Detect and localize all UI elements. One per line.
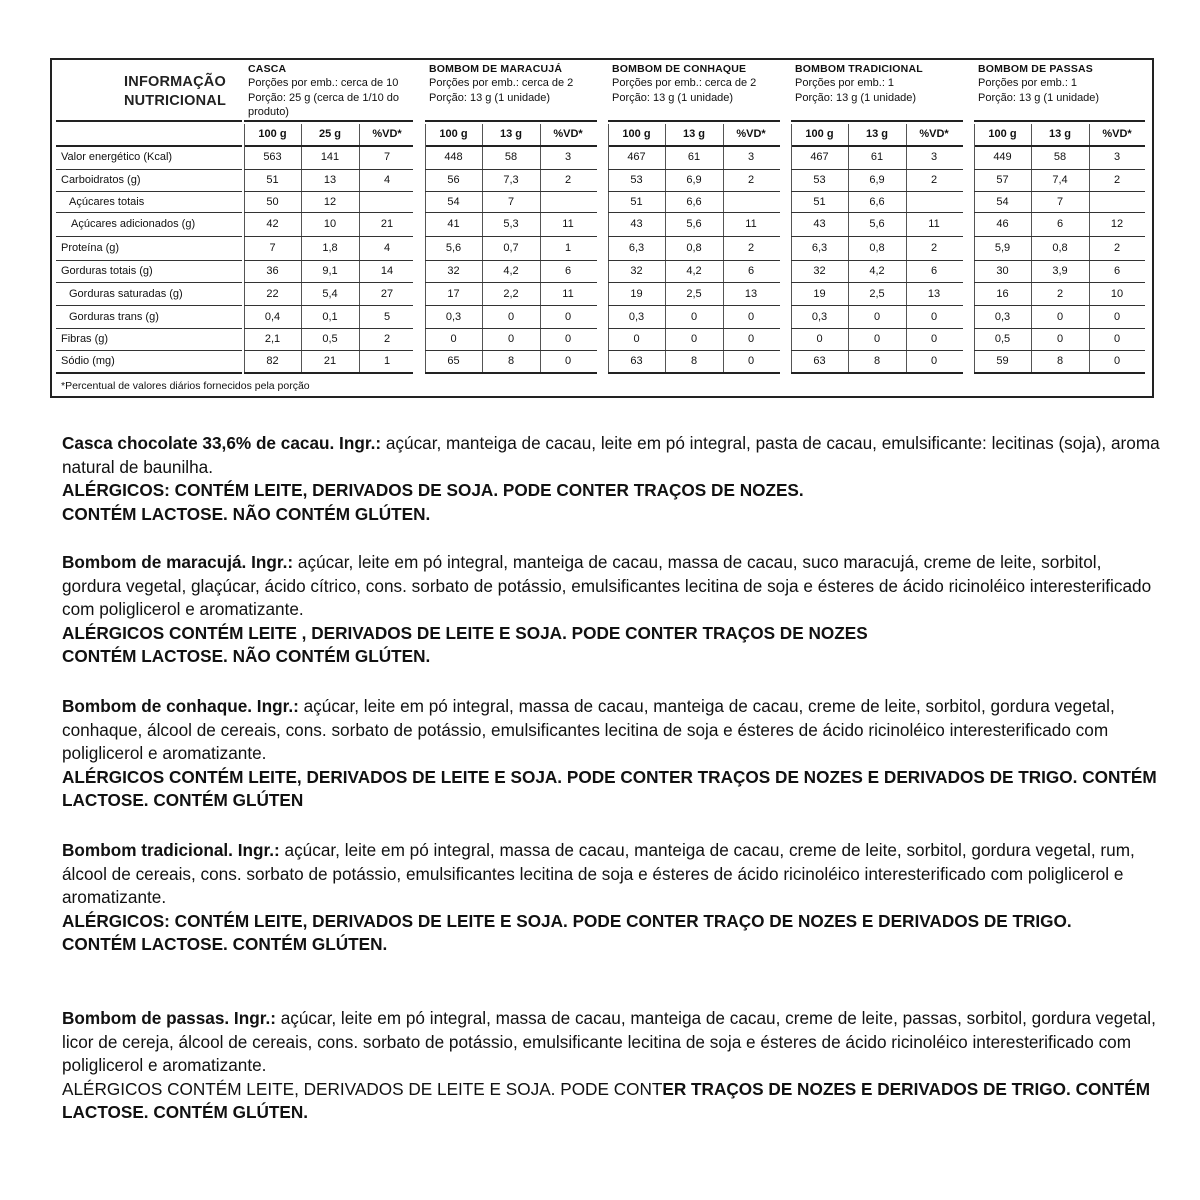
ingredients-passas <box>62 1007 1162 1125</box>
section-name: CASCA <box>248 63 287 75</box>
column-header-rule <box>791 145 963 147</box>
nutrient-value: 6 <box>930 265 938 277</box>
nutrient-label: Carboidratos (g) <box>61 174 141 186</box>
column-header: 13 g <box>865 128 888 140</box>
nutrient-value: 12 <box>323 195 337 208</box>
nutrient-value: 32 <box>630 265 643 277</box>
nutrient-value: 0 <box>690 333 698 345</box>
ingredient-title: Bombom de conhaque. Ingr.: <box>62 696 299 716</box>
nutrient-value: 7 <box>1056 195 1064 208</box>
nutrient-value: 0,8 <box>869 242 885 254</box>
bottom-rule <box>608 372 780 374</box>
row-rule <box>244 191 413 192</box>
nutrient-value: 2 <box>1113 174 1121 186</box>
row-rule <box>425 305 597 306</box>
nutrient-value: 2 <box>1056 287 1064 300</box>
column-header: 25 g <box>318 128 341 140</box>
section-maracuja <box>429 62 604 105</box>
section-portions: Porções por emb.: cerca de 2 <box>429 77 574 90</box>
nutrient-value: 54 <box>996 195 1009 208</box>
nutrient-value: 19 <box>813 287 826 300</box>
nutrient-value: 43 <box>813 218 826 230</box>
section-name: BOMBOM DE MARACUJÁ <box>429 63 563 75</box>
header-rule <box>56 120 242 122</box>
row-rule <box>425 169 597 170</box>
row-rule <box>974 236 1145 237</box>
row-rule <box>974 350 1145 351</box>
column-header: %VD* <box>372 128 402 140</box>
section-serving: Porção: 13 g (1 unidade) <box>429 91 551 104</box>
nutrient-value: 10 <box>323 218 337 230</box>
nutrient-value: 0 <box>1113 310 1121 323</box>
column-header: %VD* <box>736 128 766 140</box>
nutrient-value: 7 <box>269 242 276 254</box>
row-rule <box>974 260 1145 261</box>
row-rule <box>425 236 597 237</box>
nutrient-value: 449 <box>993 151 1012 163</box>
header-rule <box>608 120 780 122</box>
row-rule <box>974 169 1145 170</box>
allergy-warning-part2: ER TRAÇOS DE NOZES E DERIVADOS DE TRIGO. CONTÉM LACTOSE. CONTÉM GLÚTEN. <box>62 1078 1151 1123</box>
row-rule <box>608 328 780 329</box>
nutrient-value: 57 <box>996 174 1009 186</box>
nutrient-value: 2,5 <box>869 287 885 300</box>
row-rule <box>608 191 780 192</box>
nutrient-value: 8 <box>507 355 515 367</box>
nutrient-value: 0,3 <box>994 310 1011 323</box>
ingredients-casca <box>62 432 1162 526</box>
nutrient-value: 6,9 <box>686 174 702 186</box>
nutrient-value: 19 <box>630 287 643 300</box>
nutrient-value: 2 <box>1113 242 1121 254</box>
section-portions: Porções por emb.: cerca de 2 <box>612 77 757 90</box>
allergy-warning: ALÉRGICOS CONTÉM LEITE , DERIVADOS DE LEITE E SOJA. PODE CONTER TRAÇOS DE NOZES <box>62 622 868 643</box>
nutrient-value: 0 <box>1056 310 1064 323</box>
allergy-warning: ALÉRGICOS: CONTÉM LEITE, DERIVADOS DE SOJA. PODE CONTER TRAÇOS DE NOZES. <box>62 480 804 501</box>
row-rule <box>56 260 242 261</box>
nutrient-value: 0 <box>1113 333 1121 345</box>
row-rule <box>56 282 242 283</box>
nutrient-value: 51 <box>630 195 643 208</box>
nutrient-value: 2 <box>930 174 938 186</box>
nutrient-value: 3 <box>564 151 572 163</box>
row-rule <box>56 305 242 306</box>
nutrient-value: 2,5 <box>686 287 702 300</box>
nutrient-value: 6,3 <box>628 242 645 254</box>
nutrient-value: 5,6 <box>869 218 885 230</box>
row-rule <box>425 191 597 192</box>
nutrient-value: 2 <box>564 174 572 186</box>
column-header-rule <box>425 145 597 147</box>
row-rule <box>56 169 242 170</box>
row-rule <box>425 212 597 213</box>
nutrient-value: 3 <box>747 151 755 163</box>
row-rule <box>425 282 597 283</box>
nutrient-value: 467 <box>810 151 829 163</box>
nutrient-value: 27 <box>380 287 394 300</box>
nutrient-value: 0 <box>747 333 755 345</box>
section-portions: Porções por emb.: 1 <box>978 77 1078 90</box>
ingredient-title: Bombom de maracujá. Ingr.: <box>62 552 294 572</box>
row-rule <box>244 282 413 283</box>
nutrient-value: 11 <box>562 287 574 300</box>
nutrient-value: 5,6 <box>445 242 462 254</box>
nutrient-value: 30 <box>996 265 1009 277</box>
row-rule <box>791 350 963 351</box>
column-header-rule <box>608 145 780 147</box>
nutrient-value: 2 <box>747 242 755 254</box>
row-rule <box>608 260 780 261</box>
nutrient-label: Valor energético (Kcal) <box>61 151 173 163</box>
nutrient-value: 0 <box>873 310 881 323</box>
nutrient-value: 8 <box>690 355 698 367</box>
nutrient-value: 82 <box>266 355 279 367</box>
nutrient-value: 59 <box>996 355 1009 367</box>
section-casca <box>248 62 418 120</box>
nutrient-value: 51 <box>266 174 279 186</box>
section-serving: Porção: 13 g (1 unidade) <box>795 91 917 104</box>
column-header: %VD* <box>553 128 583 140</box>
row-rule <box>791 282 963 283</box>
nutrient-value: 32 <box>813 265 826 277</box>
allergy-warning-part1: ALÉRGICOS CONTÉM LEITE, DERIVADOS DE LEITE E SOJA. PODE CONT <box>62 1078 663 1099</box>
nutrient-value: 0 <box>816 333 823 345</box>
section-name: BOMBOM DE CONHAQUE <box>612 63 747 75</box>
nutrient-value: 2,2 <box>503 287 519 300</box>
section-serving: Porção: 25 g (cerca de 1/10 do <box>248 91 400 104</box>
nutrient-value: 0 <box>507 333 515 345</box>
nutrient-value: 6,9 <box>869 174 885 186</box>
ingredient-text: açúcar, leite em pó integral, massa de cacau, manteiga de cacau, creme de leite, sorbitol, gordura vegetal, rum, álcool de cereais, cons. sorbato de potássio, emulsificantes lecitina de soja e ésteres de ácido ricinoléico interesterificado com poliglicerol e aromatizante. <box>62 840 1135 908</box>
nutrient-value: 58 <box>1053 151 1067 163</box>
row-rule <box>244 236 413 237</box>
title-line-1: INFORMAÇÃO <box>124 74 226 90</box>
ingredient-title: Bombom tradicional. Ingr.: <box>62 840 280 860</box>
nutrient-value: 4,2 <box>869 265 885 277</box>
nutrient-value: 58 <box>504 151 518 163</box>
row-rule <box>791 328 963 329</box>
nutrient-value: 13 <box>744 287 758 300</box>
nutrient-value: 5 <box>383 310 391 323</box>
row-rule <box>56 212 242 213</box>
row-rule <box>425 350 597 351</box>
nutrient-value: 7 <box>383 151 391 163</box>
nutrient-value: 0 <box>564 333 572 345</box>
nutrient-value: 14 <box>380 265 394 277</box>
ingredients-tradicional <box>62 839 1162 957</box>
nutrient-value: 4,2 <box>503 265 519 277</box>
nutrient-value: 0 <box>930 355 938 367</box>
nutrient-value: 4 <box>383 174 391 186</box>
nutrient-value: 0 <box>450 333 457 345</box>
nutrient-value: 6 <box>747 265 755 277</box>
nutrient-label: Fibras (g) <box>61 333 109 345</box>
row-rule <box>244 305 413 306</box>
ingredients-conhaque <box>62 695 1162 813</box>
nutrient-value: 0,8 <box>1052 242 1068 254</box>
nutrient-value: 63 <box>630 355 643 367</box>
nutrient-value: 16 <box>996 287 1009 300</box>
nutrient-value: 0 <box>633 333 640 345</box>
nutrient-value: 1 <box>564 242 572 254</box>
nutrient-value: 6 <box>1113 265 1121 277</box>
nutrient-value: 63 <box>813 355 826 367</box>
ingredient-text: açúcar, leite em pó integral, manteiga de cacau, massa de cacau, suco maracujá, creme de leite, sorbitol, gordura vegetal, glaçúcar, ácido cítrico, cons. sorbato de potássio, emulsificantes lecitina de soja e ésteres de ácido ricinoléico interesterificado com poliglicerol e aromatizante. <box>62 552 1152 620</box>
nutrient-value: 6,6 <box>686 195 702 208</box>
column-header: 100 g <box>622 128 651 140</box>
section-serving: Porção: 13 g (1 unidade) <box>612 91 734 104</box>
header-rule <box>791 120 963 122</box>
nutrient-value: 6,3 <box>811 242 828 254</box>
row-rule <box>244 350 413 351</box>
row-rule <box>244 328 413 329</box>
row-rule <box>56 236 242 237</box>
row-rule <box>608 212 780 213</box>
nutrient-value: 0 <box>1113 355 1121 367</box>
row-rule <box>974 282 1145 283</box>
nutrient-value: 7,3 <box>503 174 519 186</box>
row-rule <box>791 305 963 306</box>
nutrient-value: 54 <box>447 195 460 208</box>
nutrient-value: 6,6 <box>869 195 885 208</box>
nutrient-value: 6 <box>1056 218 1064 230</box>
nutrient-value: 61 <box>870 151 884 163</box>
header-rule <box>425 120 597 122</box>
nutrient-value: 12 <box>1110 218 1124 230</box>
bottom-rule <box>56 372 242 374</box>
nutrient-value: 0,3 <box>628 310 645 323</box>
allergy-warning: ALÉRGICOS: CONTÉM LEITE, DERIVADOS DE LEITE E SOJA. PODE CONTER TRAÇO DE NOZES E DERIVADOS DE TRIGO. <box>62 910 1072 931</box>
nutrient-value: 0 <box>747 310 755 323</box>
column-header: 13 g <box>682 128 705 140</box>
bottom-rule <box>425 372 597 374</box>
row-rule <box>791 236 963 237</box>
nutrient-label: Açúcares totais <box>69 195 145 208</box>
nutrient-value: 0 <box>564 310 572 323</box>
nutrient-value: 53 <box>813 174 826 186</box>
nutrient-value: 42 <box>266 218 279 230</box>
nutrient-label: Gorduras trans (g) <box>69 310 159 323</box>
title-line-2: NUTRICIONAL <box>123 93 227 109</box>
ingredients-maracuja <box>62 551 1162 669</box>
section-name: BOMBOM TRADICIONAL <box>795 63 923 75</box>
ingredient-title: Bombom de passas. Ingr.: <box>62 1008 276 1028</box>
row-rule <box>791 260 963 261</box>
row-rule <box>244 260 413 261</box>
ingredient-text: açúcar, leite em pó integral, massa de cacau, manteiga de cacau, creme de leite, passas, sorbitol, gordura vegetal, licor de cereja, álcool de cereais, cons. sorbato de potássio, emulsificante lecitina de soja e ésteres de ácido ricinoléico interesterificado com poliglicerol e aromatizante. <box>62 1008 1156 1076</box>
nutrient-value: 1,8 <box>322 242 338 254</box>
nutrient-value: 51 <box>813 195 826 208</box>
nutrient-value: 2 <box>383 333 391 345</box>
column-header: %VD* <box>919 128 949 140</box>
nutrient-value: 0 <box>930 333 938 345</box>
nutrient-value: 7,4 <box>1052 174 1068 186</box>
row-rule <box>608 169 780 170</box>
nutrient-value: 4 <box>383 242 391 254</box>
nutrient-value: 0,1 <box>322 310 338 323</box>
ingredient-text: açúcar, leite em pó integral, massa de cacau, manteiga de cacau, creme de leite, sorbitol, gordura vegetal, conhaque, álcool de cereais, cons. sorbato de potássio, emulsificantes lecitina de soja e ésteres de ácido ricinoléico interesterificado com poliglicerol e aromatizante. <box>62 696 1115 764</box>
nutrient-value: 56 <box>447 174 460 186</box>
row-rule <box>791 191 963 192</box>
nutrient-value: 11 <box>745 218 757 230</box>
nutrient-value: 0 <box>690 310 698 323</box>
allergy-warning <box>62 1078 1162 1125</box>
row-rule <box>608 305 780 306</box>
nutrient-value: 0,3 <box>445 310 462 323</box>
nutrient-value: 11 <box>562 218 574 230</box>
nutrient-value: 0 <box>564 355 572 367</box>
section-tradicional <box>795 62 970 105</box>
nutrient-value: 3 <box>930 151 938 163</box>
nutrient-value: 6 <box>564 265 572 277</box>
nutrient-value: 563 <box>263 151 282 163</box>
nutrient-value: 5,6 <box>686 218 702 230</box>
nutrient-label: Proteína (g) <box>61 242 120 254</box>
nutrient-value: 0 <box>873 333 881 345</box>
row-rule <box>791 169 963 170</box>
nutrient-value: 467 <box>627 151 646 163</box>
nutrient-value: 0 <box>930 310 938 323</box>
column-header-rule <box>56 145 242 147</box>
nutrient-value: 3 <box>1113 151 1121 163</box>
row-rule <box>974 305 1145 306</box>
nutrient-label: Sódio (mg) <box>61 355 115 367</box>
nutrient-value: 0,5 <box>994 333 1011 345</box>
nutrient-label: Gorduras saturadas (g) <box>69 287 183 300</box>
nutrient-value: 0,8 <box>686 242 702 254</box>
nutrient-value: 10 <box>1110 287 1124 300</box>
nutrient-value: 43 <box>630 218 643 230</box>
nutrient-value: 0,4 <box>264 310 281 323</box>
nutrient-value: 0,7 <box>503 242 519 254</box>
row-rule <box>608 350 780 351</box>
row-rule <box>608 282 780 283</box>
footnote: *Percentual de valores diários fornecidos pela porção <box>61 380 310 392</box>
nutrient-label: Açúcares adicionados (g) <box>71 218 196 230</box>
nutrient-value: 7 <box>507 195 515 208</box>
nutrient-value: 8 <box>1056 355 1064 367</box>
section-portions: Porções por emb.: cerca de 10 <box>248 77 399 90</box>
nutrient-value: 0 <box>1056 333 1064 345</box>
lactose-gluten-warning: CONTÉM LACTOSE. NÃO CONTÉM GLÚTEN. <box>62 646 431 667</box>
row-rule <box>974 212 1145 213</box>
section-serving-cont: produto) <box>248 106 289 119</box>
header-rule <box>244 120 413 122</box>
row-rule <box>56 350 242 351</box>
bottom-rule <box>244 372 413 374</box>
row-rule <box>425 260 597 261</box>
column-header-rule <box>974 145 1145 147</box>
nutrient-value: 5,3 <box>503 218 519 230</box>
row-rule <box>244 169 413 170</box>
column-header: %VD* <box>1102 128 1132 140</box>
nutrient-value: 21 <box>323 355 337 367</box>
nutrient-value: 36 <box>266 265 279 277</box>
column-header: 100 g <box>258 128 287 140</box>
section-name: BOMBOM DE PASSAS <box>978 63 1094 75</box>
nutrient-value: 4,2 <box>686 265 702 277</box>
nutrient-value: 0,3 <box>811 310 828 323</box>
nutrient-value: 448 <box>444 151 463 163</box>
row-rule <box>608 236 780 237</box>
row-rule <box>425 328 597 329</box>
nutrient-value: 65 <box>447 355 460 367</box>
nutrient-value: 2 <box>747 174 755 186</box>
nutrient-value: 46 <box>996 218 1009 230</box>
row-rule <box>974 191 1145 192</box>
nutrient-value: 5,4 <box>322 287 338 300</box>
section-portions: Porções por emb.: 1 <box>795 77 895 90</box>
section-serving: Porção: 13 g (1 unidade) <box>978 91 1100 104</box>
column-header: 100 g <box>439 128 468 140</box>
lactose-gluten-warning: CONTÉM LACTOSE. NÃO CONTÉM GLÚTEN. <box>62 503 431 524</box>
nutrient-value: 1 <box>383 355 391 367</box>
row-rule <box>56 191 242 192</box>
nutrient-value: 13 <box>927 287 941 300</box>
nutrient-value: 141 <box>320 151 340 163</box>
row-rule <box>244 212 413 213</box>
nutrient-value: 21 <box>380 218 394 230</box>
nutrient-value: 17 <box>447 287 460 300</box>
nutrient-value: 2 <box>930 242 938 254</box>
nutrient-value: 50 <box>266 195 279 208</box>
nutrient-value: 11 <box>928 218 940 230</box>
nutrient-value: 8 <box>873 355 881 367</box>
row-rule <box>974 328 1145 329</box>
ingredient-text: açúcar, manteiga de cacau, leite em pó integral, pasta de cacau, emulsificante: lecitinas (soja), aroma natural de baunilha. <box>62 433 1160 477</box>
nutrient-value: 0,5 <box>322 333 338 345</box>
nutrient-value: 53 <box>630 174 643 186</box>
nutrient-value: 61 <box>687 151 701 163</box>
column-header: 13 g <box>499 128 522 140</box>
nutrient-value: 32 <box>447 265 460 277</box>
row-rule <box>56 328 242 329</box>
row-rule <box>791 212 963 213</box>
bottom-rule <box>791 372 963 374</box>
ingredient-title: Casca chocolate 33,6% de cacau. Ingr.: <box>62 433 382 453</box>
nutrient-value: 13 <box>323 174 337 186</box>
section-conhaque <box>612 62 787 105</box>
section-passas <box>978 62 1148 105</box>
nutrient-value: 0 <box>507 310 515 323</box>
nutrient-value: 41 <box>447 218 460 230</box>
allergy-warning: ALÉRGICOS CONTÉM LEITE, DERIVADOS DE LEITE E SOJA. PODE CONTER TRAÇOS DE NOZES E DERIVADOS DE TRIGO. CONTÉM LACTOSE. CONTÉM GLÚTEN <box>62 766 1157 811</box>
column-header-rule <box>244 145 413 147</box>
nutrient-value: 0 <box>747 355 755 367</box>
column-header: 100 g <box>805 128 834 140</box>
lactose-gluten-warning: CONTÉM LACTOSE. CONTÉM GLÚTEN. <box>62 934 388 955</box>
column-header: 13 g <box>1048 128 1071 140</box>
nutrient-value: 9,1 <box>322 265 338 277</box>
nutrient-value: 5,9 <box>994 242 1011 254</box>
bottom-rule <box>974 372 1145 374</box>
column-header: 100 g <box>988 128 1017 140</box>
nutrient-label: Gorduras totais (g) <box>61 265 153 277</box>
header-rule <box>974 120 1145 122</box>
nutrient-value: 2,1 <box>264 333 281 345</box>
nutrient-value: 22 <box>266 287 279 300</box>
nutrient-value: 3,9 <box>1052 265 1068 277</box>
